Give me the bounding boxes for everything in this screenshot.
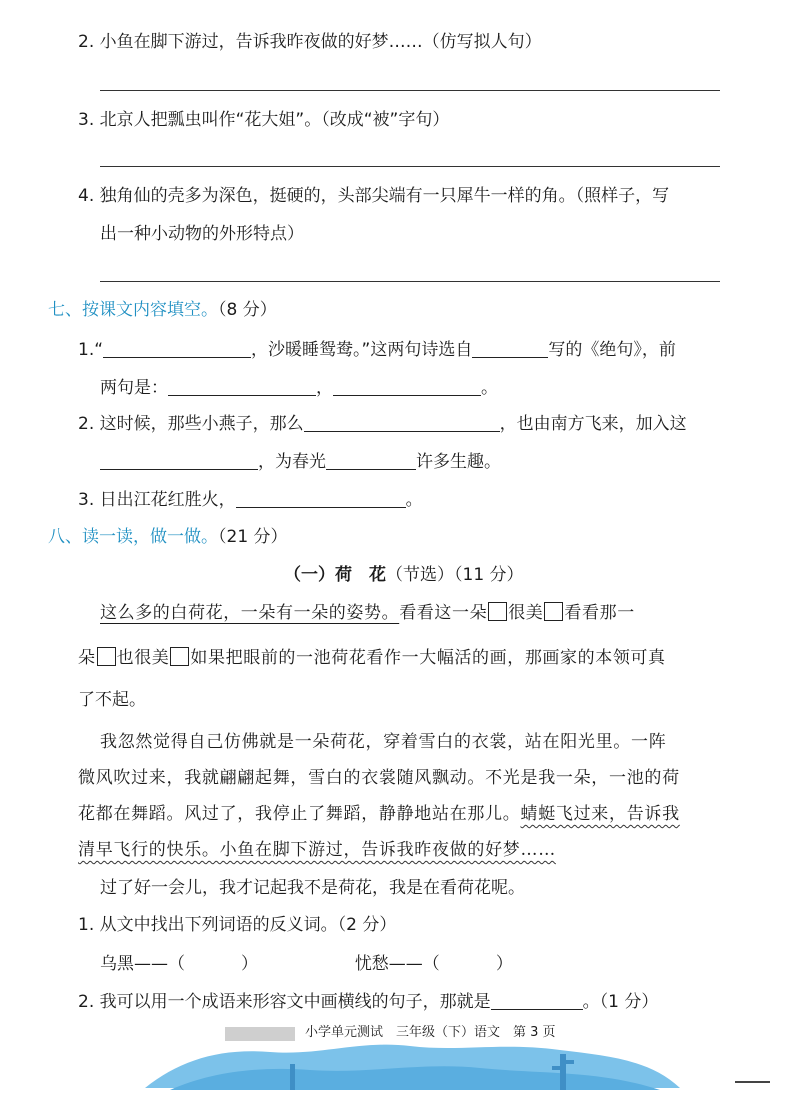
- antonym-word-1: 乌黑——（: [100, 954, 185, 974]
- q7-1-text: ，沙暖睡鸳鸯。”这两句诗选自: [251, 340, 473, 360]
- question-7-2-line1: [78, 412, 687, 436]
- underlined-sentence: 这么多的白荷花，一朵有一朵的姿势。: [100, 603, 400, 623]
- q7-2-text: ，也由南方飞来，加入这: [499, 414, 687, 434]
- section-8-score: （21 分）: [218, 527, 288, 547]
- section-7-title: 七、按课文内容填空。: [48, 300, 218, 320]
- passage-p1-line2: [78, 646, 666, 670]
- passage-p2-line4: [78, 838, 556, 862]
- page-footer: [0, 1010, 795, 1093]
- blank-7-3[interactable]: [236, 489, 406, 508]
- footer-text: 小学单元测试 三年级（下）语文 第 3 页: [305, 1025, 556, 1040]
- question-6-4-line1: 4. 独角仙的壳多为深色，挺硬的，头部尖端有一只犀牛一样的角。（照样子，写: [78, 186, 670, 206]
- passage-p1-line1: [100, 601, 635, 625]
- p1-text-b: 很美: [508, 603, 544, 623]
- question-8-1-words: [100, 952, 513, 976]
- passage-p1-line3: 了不起。: [78, 690, 146, 710]
- q7-1-suffix: 写的《绝句》，前: [548, 340, 676, 360]
- q8-2-suffix: 。（1 分）: [582, 992, 659, 1012]
- p2-line3-plain: 花都在舞蹈。风过了，我停止了舞蹈，静静地站在那儿。: [78, 804, 521, 824]
- question-7-1-line2: [100, 376, 498, 400]
- p1-text-c: 看看那一: [564, 603, 635, 623]
- antonym-close-2: ）: [495, 954, 513, 974]
- punctuation-box-3[interactable]: [97, 647, 116, 666]
- question-7-1-line1: [78, 338, 676, 362]
- blank-7-2a[interactable]: [304, 413, 500, 432]
- question-6-3: 3. 北京人把瓢虫叫作“花大姐”。（改成“被”字句）: [78, 110, 450, 130]
- question-6-4-line2: 出一种小动物的外形特点）: [100, 224, 304, 244]
- blank-7-1a[interactable]: [103, 339, 251, 358]
- q7-2-middle: ，为春光: [258, 452, 326, 472]
- q7-1-prefix: 1.“: [78, 340, 104, 360]
- q7-1-period: 。: [481, 378, 498, 398]
- punctuation-box-2[interactable]: [544, 602, 563, 621]
- q7-2-suffix: 许多生趣。: [416, 452, 501, 472]
- p1-text-a: 看看这一朵: [399, 603, 488, 623]
- question-8-1: 1. 从文中找出下列词语的反义词。（2 分）: [78, 915, 397, 935]
- section-7-score: （8 分）: [218, 300, 277, 320]
- passage-title-note: （节选）（11 分）: [386, 565, 524, 585]
- passage-p2-line3: [78, 802, 680, 826]
- blank-7-1b[interactable]: [472, 339, 548, 358]
- answer-line-6-4[interactable]: [100, 281, 720, 282]
- p1-text-e: 也很美: [116, 648, 170, 668]
- footer-wave-illustration: [0, 1010, 795, 1093]
- p1-text-f: 如果把眼前的一池荷花看作一大幅活的画，那画家的本领可真: [190, 648, 666, 668]
- wavy-sentence-part2: 清早飞行的快乐。小鱼在脚下游过，告诉我昨夜做的好梦……: [78, 840, 556, 860]
- question-7-3: [78, 488, 423, 512]
- section-7-heading: [48, 298, 277, 322]
- question-7-2-line2: [100, 450, 501, 474]
- p1-text-d: 朵: [78, 648, 96, 668]
- blank-7-2b[interactable]: [100, 451, 258, 470]
- punctuation-box-4[interactable]: [170, 647, 189, 666]
- passage-title: [284, 563, 524, 587]
- blank-7-2c[interactable]: [326, 451, 416, 470]
- blank-8-2[interactable]: [491, 991, 583, 1010]
- section-8-heading: [48, 525, 288, 549]
- q8-2-text: 2. 我可以用一个成语来形容文中画横线的句子，那就是: [78, 992, 491, 1012]
- wavy-sentence-part1: 蜻蜓飞过来，告诉我: [520, 804, 680, 824]
- passage-p3: 过了好一会儿，我才记起我不是荷花，我是在看荷花呢。: [100, 878, 525, 898]
- antonym-close-1: ）: [241, 954, 258, 974]
- q7-3-prefix: 3. 日出江花红胜火，: [78, 490, 236, 510]
- q7-1-line2-prefix: 两句是：: [100, 378, 168, 398]
- question-6-2: 2. 小鱼在脚下游过，告诉我昨夜做的好梦……（仿写拟人句）: [78, 32, 542, 52]
- q7-3-period: 。: [405, 490, 423, 510]
- answer-line-6-2[interactable]: [100, 90, 720, 91]
- punctuation-box-1[interactable]: [488, 602, 507, 621]
- blank-7-1d[interactable]: [333, 377, 481, 396]
- q7-1-comma: ，: [316, 378, 333, 398]
- section-8-title: 八、读一读，做一做。: [48, 527, 218, 547]
- passage-title-text: （一）荷 花: [284, 565, 386, 585]
- blank-7-1c[interactable]: [168, 377, 316, 396]
- antonym-word-2: 忧愁——（: [354, 954, 440, 974]
- passage-p2-line2: 微风吹过来，我就翩翩起舞，雪白的衣裳随风飘动。不光是我一朵，一池的荷: [78, 768, 680, 788]
- passage-p2-line1: 我忽然觉得自己仿佛就是一朵荷花，穿着雪白的衣裳，站在阳光里。一阵: [100, 732, 667, 752]
- q7-2-prefix: 2. 这时候，那些小燕子，那么: [78, 414, 304, 434]
- answer-line-6-3[interactable]: [100, 166, 720, 167]
